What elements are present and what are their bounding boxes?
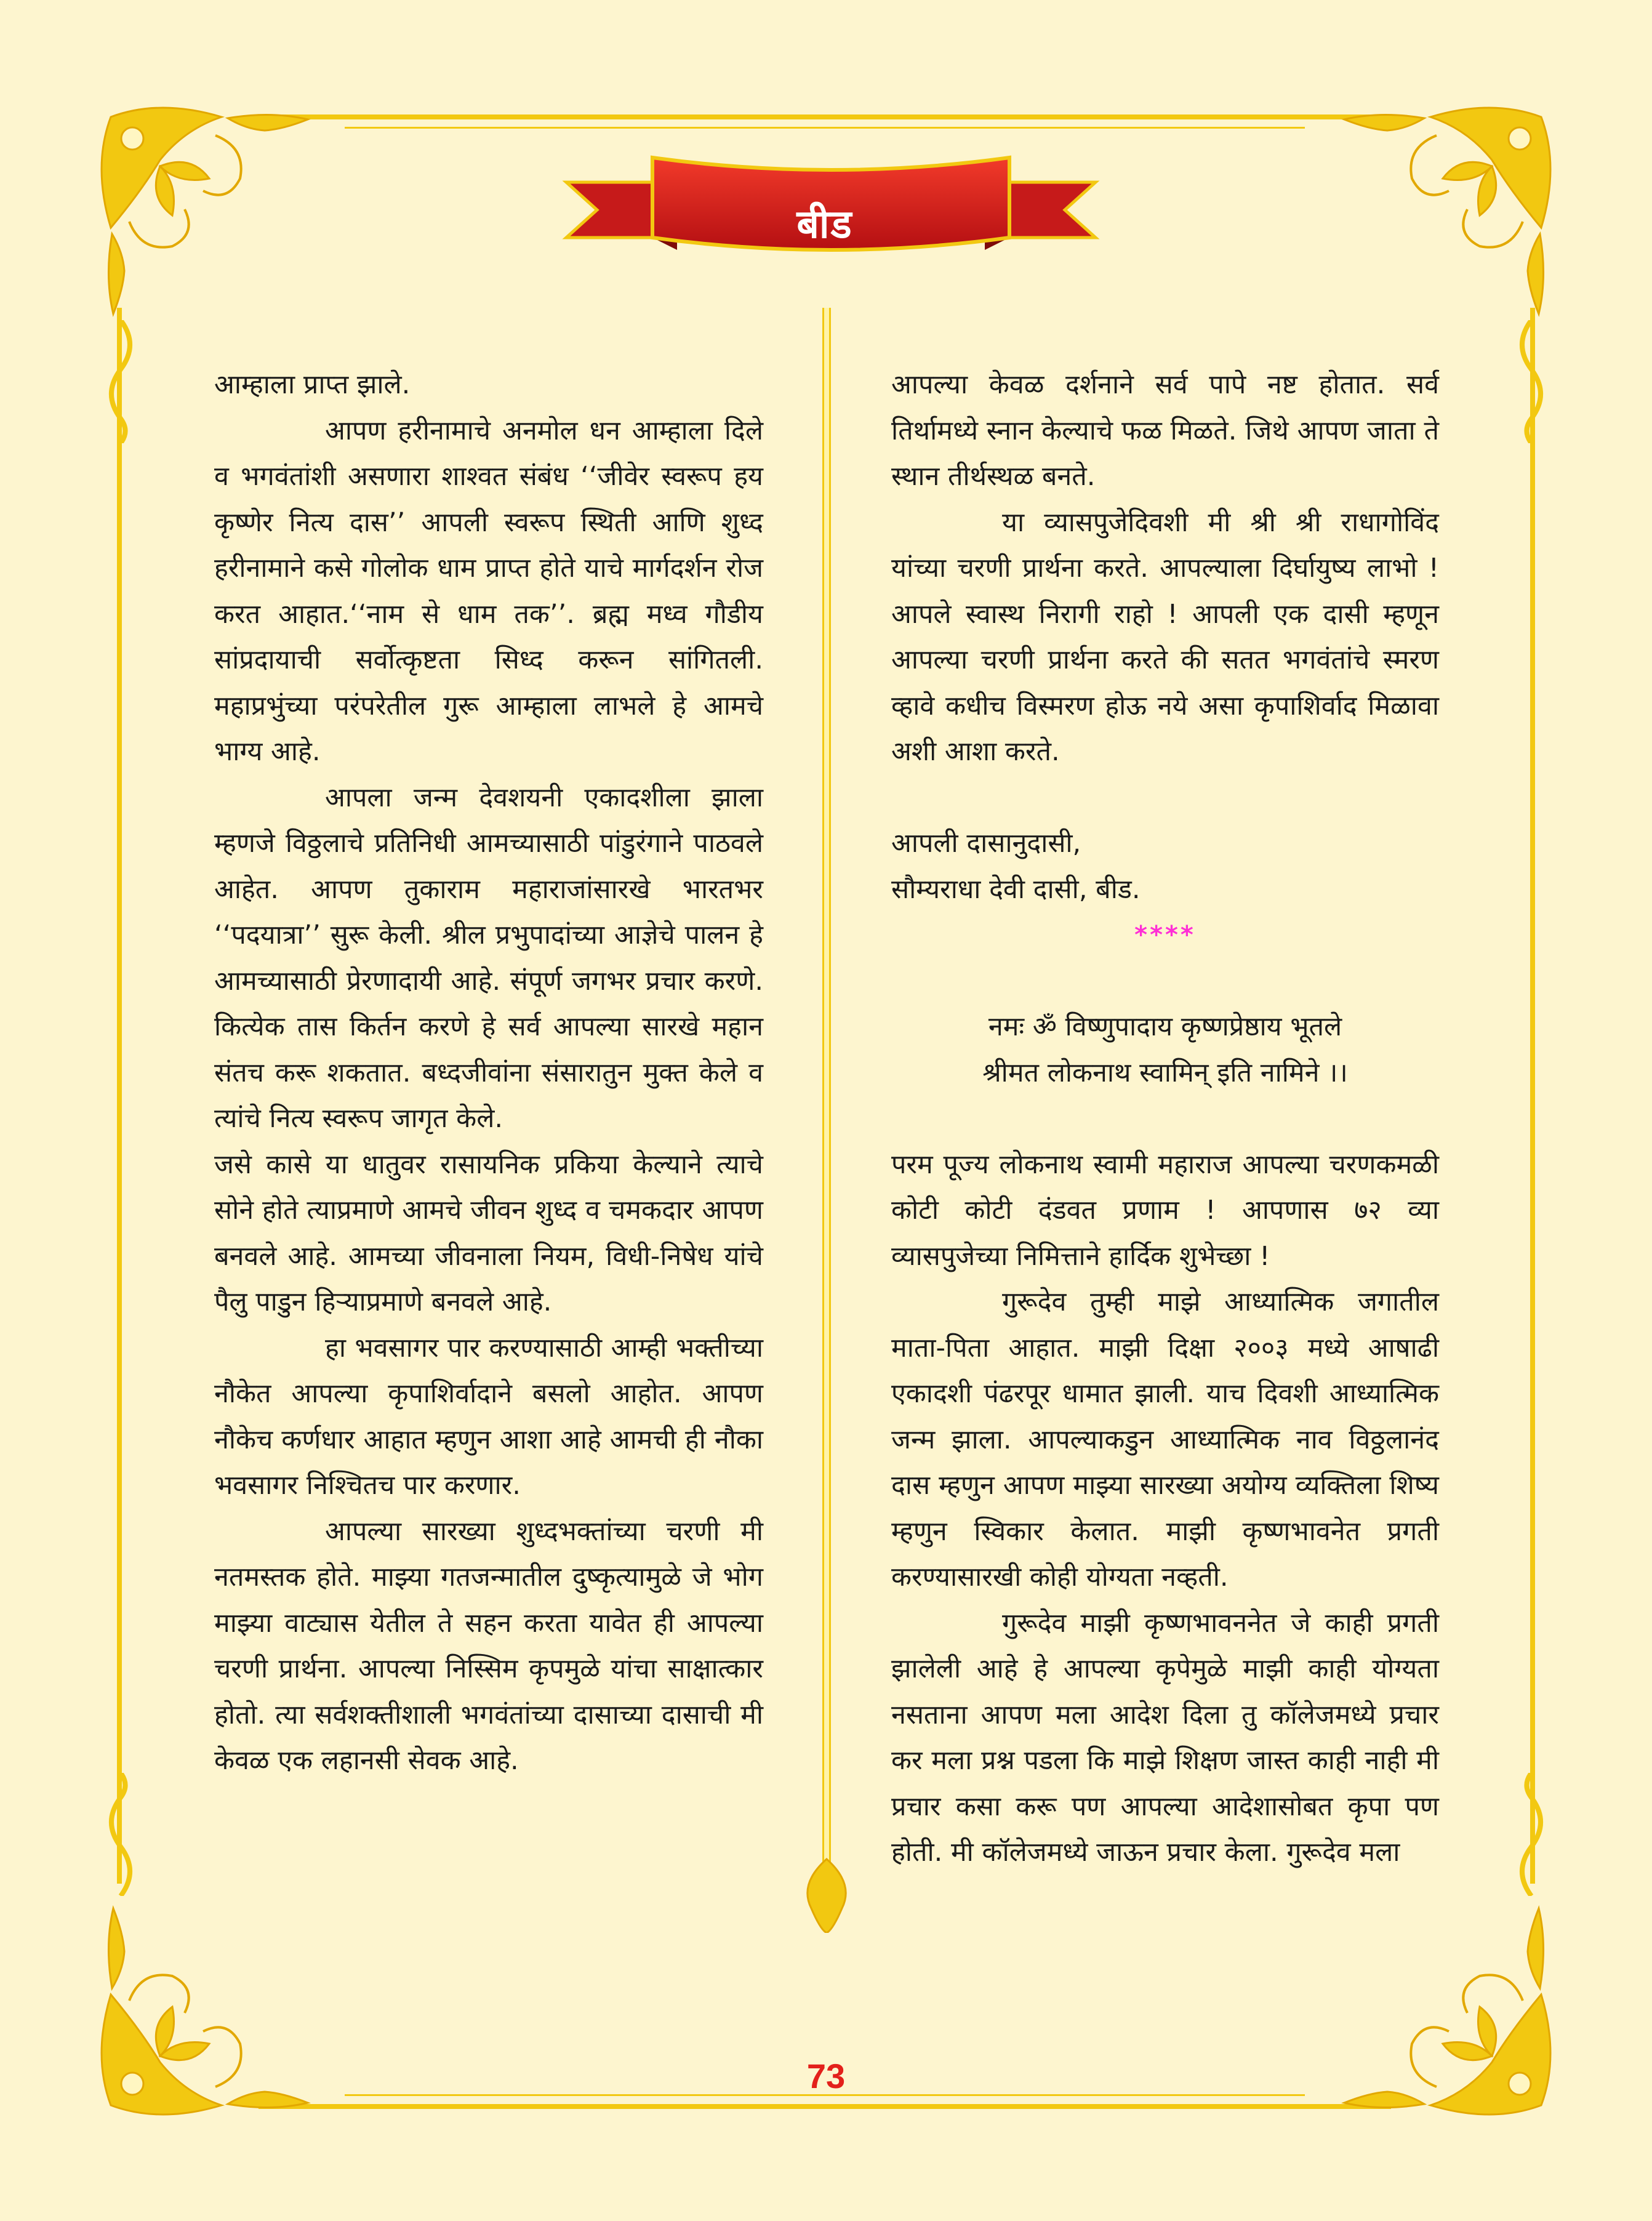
frame-curl-icon — [1513, 1773, 1550, 1896]
paragraph: आपला जन्म देवशयनी एकादशीला झाला म्हणजे विठ्ठलाचे प्रतिनिधी आमच्यासाठी पांडुरंगाने पाठवले आहेत. आपण तुकाराम महाराजांसारखे भारतभर ‘‘पदयात्रा’’ सुरू केली. श्रील प्रभुपादांच्या आज्ञेचे पालन हे आमच्यासाठी प्रेरणादायी आहे. संपूर्ण जगभर प्रचार करणे. कित्येक तास किर्तन करणे हे सर्व आपल्या सारखे महान संतच करू शकतात. बध्दजीवांना संसारातुन मुक्त केले व त्यांचे नित्य स्वरूप जागृत केले. — [214, 782, 763, 1134]
section-separator-stars: **** — [1134, 921, 1196, 949]
frame-right-line — [1530, 308, 1535, 1884]
paragraph: परम पूज्य लोकनाथ स्वामी महाराज आपल्या चरणकमळी कोटी कोटी दंडवत प्रणाम ! आपणास ७२ व्या व्यासपुजेच्या निमित्ताने हार्दिक शुभेच्छा ! — [891, 1149, 1439, 1272]
paragraph: जसे कासे या धातुवर रासायनिक प्रकिया केल्याने त्याचे सोने होते त्याप्रमाणे आमचे जीवन शुध्द व चमकदार आपण बनवले आहे. आमच्या जीवनाला नियम, विधी-निषेध यांचे पैलु पाडुन हिऱ्याप्रमाणे बनवले आहे. — [214, 1149, 763, 1317]
floral-corner-ornament-icon — [86, 1865, 351, 2130]
page-title: बीड — [796, 202, 853, 247]
shloka-line: नमः ॐ विष्णुपादाय कृष्णप्रेष्ठाय भूतले — [988, 1011, 1342, 1042]
frame-top-line — [259, 114, 1391, 119]
floral-corner-ornament-icon — [1301, 92, 1566, 357]
paragraph: आपण हरीनामाचे अनमोल धन आम्हाला दिले व भगवंतांशी असणारा शाश्वत संबंध ‘‘जीवेर स्वरूप हय कृष्णेर नित्य दास’’ आपली स्वरूप स्थिती आणि शुध्द हरीनामाने कसे गोलोक धाम प्राप्त होते याचे मार्गदर्शन रोज करत आहात.‘‘नाम से धाम तक’’. ब्रह्म मध्व गौडीय सांप्रदायाची सर्वोत्कृष्टता सिध्द करून सांगितली. महाप्रभुंच्या परंपरेतील गुरू आम्हाला लाभले हे आमचे भाग्य आहे. — [214, 415, 763, 767]
floral-corner-ornament-icon — [1301, 1865, 1566, 2130]
paragraph: गुरूदेव तुम्ही माझे आध्यात्मिक जगातील माता-पिता आहात. माझी दिक्षा २००३ मध्ये आषाढी एकादशी पंढरपूर धामात झाली. याच दिवशी आध्यात्मिक जन्म झाला. आपल्याकडुन आध्यात्मिक नाव विठ्ठलानंद दास म्हणुन आपण माझ्या सारख्या अयोग्य व्यक्तिला शिष्य म्हणुन स्विकार केलात. माझी कृष्णभावनेत प्रगती करण्यासारखी कोही योग्यता नव्हती. — [891, 1287, 1439, 1592]
frame-bottom-line — [259, 2104, 1391, 2109]
frame-top-inner-line — [345, 127, 1305, 129]
left-text-column — [214, 362, 763, 1784]
shloka-line: श्रीमत लोकनाथ स्वामिन् इति नामिने ।। — [982, 1057, 1348, 1088]
center-divider-drop-icon — [799, 308, 854, 1933]
right-text-column — [891, 362, 1439, 1876]
paragraph: आपल्या सारख्या शुध्दभक्तांच्या चरणी मी नतमस्तक होते. माझ्या गतजन्मातील दुष्कृत्यामुळे जे भोग माझ्या वाट्यास येतील ते सहन करता यावेत ही आपल्या चरणी प्रार्थना. आपल्या निस्सिम कृपमुळे यांचा साक्षात्कार होतो. त्या सर्वशक्तीशाली भगवंतांच्या दासाच्या दासाची मी केवळ एक लहानसी सेवक आहे. — [214, 1516, 763, 1776]
paragraph: हा भवसागर पार करण्यासाठी आम्ही भक्तीच्या नौकेत आपल्या कृपाशिर्वादाने बसलो आहोत. आपण नौकेच कर्णधार आहात म्हणुन आशा आहे आमची ही नौका भवसागर निश्चितच पार करणार. — [214, 1332, 763, 1501]
frame-curl-icon — [102, 320, 139, 443]
paragraph: आपल्या केवळ दर्शनाने सर्व पापे नष्ट होतात. सर्व तिर्थामध्ये स्नान केल्याचे फळ मिळते. जिथे आपण जाता ते स्थान तीर्थस्थळ बनते. — [891, 369, 1439, 492]
floral-corner-ornament-icon — [86, 92, 351, 357]
frame-curl-icon — [1513, 320, 1550, 443]
signoff-line: आपली दासानुदासी, — [891, 828, 1081, 859]
signoff-author: सौम्यराधा देवी दासी, बीड. — [891, 874, 1141, 905]
frame-curl-icon — [102, 1773, 139, 1896]
paragraph: गुरूदेव माझी कृष्णभावननेत जे काही प्रगती झालेली आहे हे आपल्या कृपेमुळे माझी काही योग्यता नसताना आपण मला आदेश दिला तु कॉलेजमध्ये प्रचार कर मला प्रश्न पडला कि माझे शिक्षण जास्त काही नाही मी प्रचार कसा करू पण आपल्या आदेशासोबत कृपा पण होती. मी कॉलेजमध्ये जाऊन प्रचार केला. गुरूदेव मला — [891, 1607, 1439, 1868]
paragraph: या व्यासपुजेदिवशी मी श्री श्री राधागोविंद यांच्या चरणी प्रार्थना करते. आपल्याला दिर्घायुष्य लाभो ! आपले स्वास्थ निरागी राहो ! आपली एक दासी म्हणून आपल्या चरणी प्रार्थना करते की सतत भगवंतांचे स्मरण व्हावे कधीच विस्मरण होऊ नये असा कृपाशिर्वाद मिळावा अशी आशा करते. — [891, 507, 1439, 767]
frame-left-line — [117, 308, 122, 1884]
page-number: 73 — [806, 2057, 846, 2095]
paragraph: आम्हाला प्राप्त झाले. — [214, 369, 411, 400]
